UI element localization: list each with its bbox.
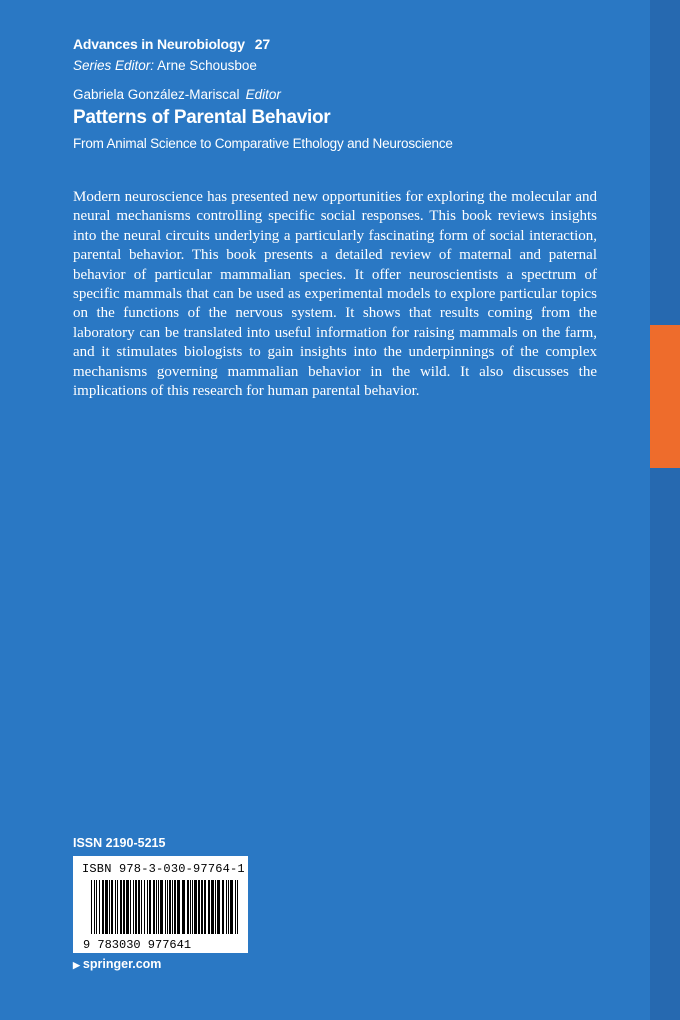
barcode-bar: [235, 880, 236, 934]
publisher-link-text: springer.com: [82, 957, 162, 971]
book-subtitle: From Animal Science to Comparative Ethology and Neuroscience: [73, 136, 453, 151]
barcode-bar: [141, 880, 142, 934]
barcode-bar: [158, 880, 159, 934]
book-title: Patterns of Parental Behavior: [73, 107, 331, 128]
barcode-bar: [228, 880, 229, 934]
barcode-digits: 9 783030 977641: [83, 938, 192, 950]
barcode-bar: [192, 880, 193, 934]
barcode-bar: [211, 880, 214, 934]
series-name: Advances in Neurobiology: [73, 36, 245, 52]
barcode-bar: [111, 880, 113, 934]
accent-tab: [650, 325, 680, 468]
barcode-bar: [156, 880, 157, 934]
barcode-bar: [208, 880, 210, 934]
series-number: 27: [254, 36, 270, 52]
barcode-bar: [153, 880, 155, 934]
barcode-bar: [120, 880, 122, 934]
barcode-bar: [133, 880, 134, 934]
barcode-bar: [147, 880, 148, 934]
barcode-bar: [201, 880, 203, 934]
barcode-bar: [230, 880, 233, 934]
barcode-bar: [115, 880, 116, 934]
series-editor-line: [73, 58, 257, 73]
barcode-bar: [144, 880, 145, 934]
barcode-bar: [215, 880, 216, 934]
barcode-bar: [165, 880, 166, 934]
barcode-bar: [105, 880, 108, 934]
barcode-bar: [172, 880, 173, 934]
barcode-bar: [94, 880, 95, 934]
barcode-bar: [204, 880, 206, 934]
barcode-bar: [217, 880, 220, 934]
barcode: [77, 878, 244, 950]
barcode-bar: [169, 880, 171, 934]
barcode-bar: [182, 880, 185, 934]
barcode-bar: [91, 880, 92, 934]
barcode-bar: [123, 880, 125, 934]
barcode-bar: [187, 880, 189, 934]
barcode-bar: [117, 880, 118, 934]
barcode-bar: [99, 880, 100, 934]
barcode-bar: [96, 880, 97, 934]
barcode-bar: [102, 880, 104, 934]
barcode-bar: [160, 880, 163, 934]
barcode-bar: [194, 880, 197, 934]
barcode-bar: [135, 880, 137, 934]
series-editor-name: Arne Schousboe: [157, 58, 257, 73]
publisher-link[interactable]: [73, 957, 161, 971]
barcode-bar: [126, 880, 129, 934]
author-role: Editor: [245, 87, 281, 102]
arrow-right-icon: ▶: [73, 960, 80, 970]
series-line: [73, 36, 270, 52]
isbn-text: ISBN 978-3-030-97764-1: [82, 862, 245, 876]
series-editor-label: Series Editor:: [73, 58, 155, 73]
issn: ISSN 2190-5215: [73, 836, 166, 850]
spine-edge: [650, 0, 680, 1020]
barcode-bar: [190, 880, 191, 934]
barcode-bar: [222, 880, 224, 934]
barcode-bar: [177, 880, 180, 934]
barcode-bar: [226, 880, 227, 934]
author-line: [73, 87, 281, 102]
barcode-bar: [174, 880, 176, 934]
barcode-bar: [237, 880, 238, 934]
barcode-bar: [130, 880, 131, 934]
barcode-bar: [138, 880, 140, 934]
barcode-bar: [167, 880, 168, 934]
barcode-bar: [198, 880, 200, 934]
barcode-bar: [109, 880, 110, 934]
book-description: Modern neuroscience has presented new opportunities for exploring the molecular and neural mechanisms controlling specific social responses. This book reviews insights into the neural circuits underlying a particularly fascinating form of social interaction, parental behavior. This book presents a detailed review of maternal and paternal behavior of particular mammalian species. It offer neuroscientists a spectrum of specific mammals that can be used as experimental models to explore particular topics on the functions of the nervous system. It shows that results coming from the laboratory can be translated into useful information for raising mammals on the farm, and it stimulates biologists to gain insights into the underpinnings of the complex mechanisms governing mammalian behavior in the wild. It also discusses the implications of this research for human parental behavior.: [73, 189, 597, 400]
isbn-barcode-box: [73, 856, 248, 953]
barcode-bar: [149, 880, 151, 934]
author-name: Gabriela González-Mariscal: [73, 87, 240, 102]
